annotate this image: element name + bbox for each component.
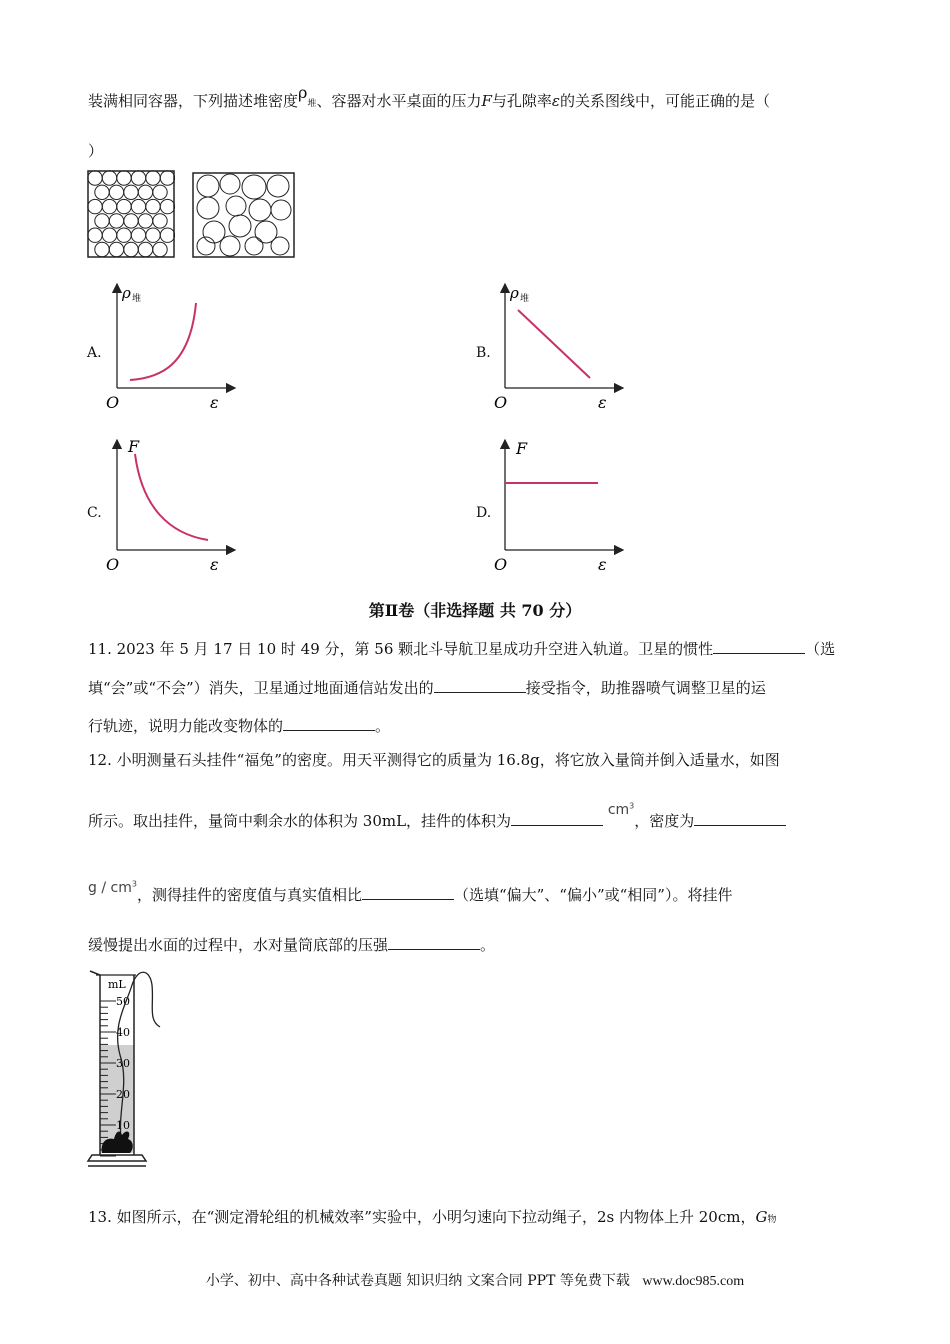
origin-label: O <box>494 393 508 412</box>
epsilon-symbol: ε <box>551 92 560 110</box>
particle-circle <box>146 171 160 185</box>
answer-blank[interactable] <box>283 716 375 731</box>
axis-y-F: F <box>128 437 140 456</box>
particle-circle <box>153 242 167 256</box>
axis-y-F: F <box>516 439 528 458</box>
packing-diagram-large-particles <box>192 172 295 258</box>
q10-text-c: 与孔隙率 <box>491 92 552 110</box>
q11-text-b: （选 <box>805 640 836 658</box>
q12-text-c: ，测得挂件的密度值与真实值相比 <box>136 886 362 904</box>
particle-circle <box>153 214 167 228</box>
axis-x-epsilon: ε <box>210 555 219 574</box>
page-footer <box>0 1270 950 1290</box>
q10-text-d: 的关系图线中，可能正确的是（ <box>559 92 770 110</box>
cylinder-unit: mL <box>108 978 126 991</box>
particle-circle <box>131 171 145 185</box>
origin-label: O <box>106 393 120 412</box>
q10-line1 <box>88 83 770 111</box>
q10-line2: ） <box>88 142 104 160</box>
particle-circle <box>160 199 174 213</box>
particle-circle <box>160 228 174 242</box>
line-b <box>518 310 590 378</box>
particle-circle <box>88 199 102 213</box>
unit-gcm3-sup: 3 <box>131 879 137 889</box>
graph-b <box>488 278 628 413</box>
option-c-label: C. <box>87 505 102 521</box>
tick-label: 50 <box>116 995 130 1008</box>
G-symbol: G <box>755 1208 768 1226</box>
axis-y-rho: ρ <box>122 284 131 302</box>
particle-circle <box>88 228 102 242</box>
q12-line4 <box>88 934 495 955</box>
particle-circle <box>138 242 152 256</box>
unit-cm3-sup: 3 <box>629 801 635 811</box>
answer-blank[interactable] <box>511 811 603 826</box>
particle-circle <box>117 228 131 242</box>
unit-gcm3-base: g / cm <box>88 880 132 896</box>
particle-circle <box>117 171 131 185</box>
q11-text-e: 行轨迹，说明力能改变物体的 <box>88 717 284 735</box>
tick-label: 40 <box>116 1026 130 1039</box>
q11-text-a: 11. 2023 年 5 月 17 日 10 时 49 分，第 56 颗北斗导航卫星成功升空进入轨道。卫星的惯性 <box>88 640 714 658</box>
answer-blank[interactable] <box>388 935 480 950</box>
particle-circle <box>124 185 138 199</box>
particle-circle <box>95 185 109 199</box>
particle-circle <box>88 171 102 185</box>
answer-blank[interactable] <box>434 678 526 693</box>
particle-circle <box>109 214 123 228</box>
option-b-label: B. <box>476 345 491 361</box>
tick-label: 30 <box>116 1057 130 1070</box>
q12-line2 <box>88 801 786 831</box>
rho-subscript: 堆 <box>307 99 317 109</box>
particle-circle <box>160 171 174 185</box>
q12-text-b: ，密度为 <box>634 812 695 830</box>
option-a-label: A. <box>87 345 102 361</box>
particle-circle <box>95 214 109 228</box>
particle-circle <box>146 228 160 242</box>
graph-a <box>100 278 240 413</box>
q12-line1: 12. 小明测量石头挂件“福兔”的密度。用天平测得它的质量为 16.8g，将它放入量筒并倒入适量水，如图 <box>88 751 780 769</box>
q11-text-c: 填“会”或“不会”）消失，卫星通过地面通信站发出的 <box>88 679 434 697</box>
origin-label: O <box>494 555 508 574</box>
q11-text-f: 。 <box>375 717 391 735</box>
q11-text-d: 接受指令，助推器喷气调整卫星的运 <box>525 679 766 697</box>
particle-circle <box>138 185 152 199</box>
q12-text-d: （选填“偏大”、“偏小”或“相同”）。将挂件 <box>453 886 733 904</box>
particle-circle <box>102 199 116 213</box>
curve-c <box>135 454 208 540</box>
q12-text-e: 缓慢提出水面的过程中，水对量筒底部的压强 <box>88 936 389 954</box>
graduated-cylinder-figure <box>86 965 176 1173</box>
particle-circle <box>109 242 123 256</box>
q11-line1 <box>88 638 835 659</box>
q12-text-a: 所示。取出挂件，量筒中剩余水的体积为 30mL，挂件的体积为 <box>88 812 512 830</box>
F-symbol: F <box>481 92 492 110</box>
option-d-label: D. <box>476 505 492 521</box>
q10-text-b: 、容器对水平桌面的压力 <box>316 92 482 110</box>
q12-line3 <box>88 879 733 905</box>
particle-circle <box>117 199 131 213</box>
curve-a <box>130 303 196 380</box>
rho-symbol: ρ <box>298 83 308 102</box>
tick-label: 20 <box>116 1088 130 1101</box>
particle-circle <box>131 228 145 242</box>
axis-y-rho-sub: 堆 <box>132 294 142 304</box>
particle-circle <box>102 228 116 242</box>
q11-line2 <box>88 677 766 698</box>
particle-circle <box>109 185 123 199</box>
q13-text: 13. 如图所示，在“测定滑轮组的机械效率”实验中，小明匀速向下拉动绳子，2s 内物体上升 20cm， <box>88 1208 756 1226</box>
particle-circle <box>124 242 138 256</box>
q10-text-a: 装满相同容器，下列描述堆密度 <box>88 92 299 110</box>
particle-circle <box>95 242 109 256</box>
particle-circle <box>153 185 167 199</box>
axis-y-rho-sub: 堆 <box>520 294 530 304</box>
packing-diagram-small-particles <box>87 170 175 258</box>
axis-x-epsilon: ε <box>598 555 607 574</box>
answer-blank[interactable] <box>713 639 805 654</box>
footer-url[interactable]: www.doc985.com <box>642 1274 745 1289</box>
origin-label: O <box>106 555 120 574</box>
particle-circle <box>138 214 152 228</box>
q12-text-f: 。 <box>480 936 496 954</box>
axis-x-epsilon: ε <box>210 393 219 412</box>
particle-circle <box>131 199 145 213</box>
answer-blank[interactable] <box>694 811 786 826</box>
q13-line1 <box>88 1206 776 1227</box>
graph-c <box>100 436 240 574</box>
G-subscript: 物 <box>767 1215 777 1225</box>
unit-cm3 <box>608 802 634 818</box>
particle-circle <box>124 214 138 228</box>
axis-x-epsilon: ε <box>598 393 607 412</box>
unit-cm3-base: cm <box>607 802 630 818</box>
axis-y-rho: ρ <box>510 284 519 302</box>
graph-d <box>488 436 628 574</box>
particle-circle <box>146 199 160 213</box>
unit-gcm3 <box>88 880 137 896</box>
q11-line3 <box>88 715 390 736</box>
tick-label: 10 <box>116 1119 130 1132</box>
footer-text: 小学、初中、高中各种试卷真题 知识归纳 文案合同 PPT 等免费下载 <box>205 1273 630 1289</box>
answer-blank[interactable] <box>362 885 454 900</box>
section-title: 第Ⅱ卷（非选择题 共 70 分） <box>368 601 582 620</box>
particle-circle <box>102 171 116 185</box>
